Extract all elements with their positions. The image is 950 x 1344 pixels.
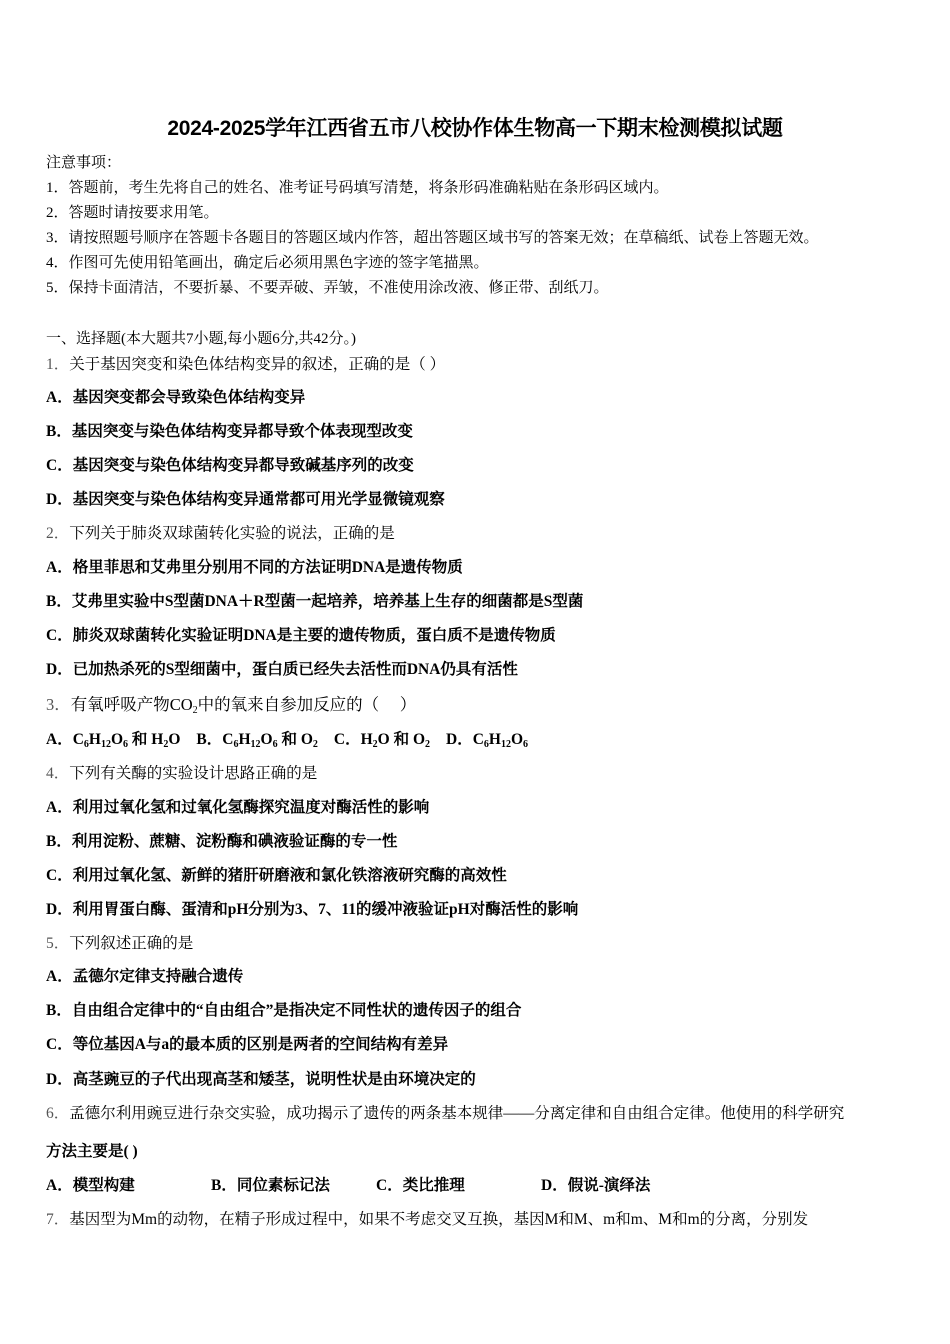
stem-text: 下列关于肺炎双球菌转化实验的说法，正确的是 bbox=[69, 525, 395, 542]
subscript: 12 bbox=[250, 739, 261, 750]
subscript: 2 bbox=[425, 739, 431, 750]
subscript: 12 bbox=[100, 739, 111, 750]
question-number: 5． bbox=[46, 935, 70, 952]
stem-text: 下列有关酶的实验设计思路正确的是 bbox=[69, 765, 318, 782]
question-number: 3． bbox=[46, 695, 71, 714]
text-run: C．H bbox=[333, 731, 373, 748]
answer-options-row bbox=[46, 1173, 650, 1195]
text-run: 和 O bbox=[277, 731, 313, 748]
question-stem-continued: 方法主要是( ) bbox=[46, 1143, 138, 1160]
stem-text: 下列叙述正确的是 bbox=[69, 935, 194, 952]
answer-option bbox=[334, 731, 430, 748]
answer-option bbox=[446, 731, 528, 748]
answer-options-row bbox=[46, 727, 544, 749]
page-title: 2024-2025学年江西省五市八校协作体生物高一下期末检测模拟试题 bbox=[167, 117, 783, 140]
subscript: 2 bbox=[312, 739, 318, 750]
question-stem bbox=[46, 521, 395, 543]
answer-option: C．肺炎双球菌转化实验证明DNA是主要的遗传物质，蛋白质不是遗传物质 bbox=[46, 627, 556, 644]
answer-option: D．已加热杀死的S型细菌中，蛋白质已经失去活性而DNA仍具有活性 bbox=[46, 661, 518, 678]
question-stem bbox=[46, 931, 193, 953]
answer-option: D．利用胃蛋白酶、蛋清和pH分别为3、7、11的缓冲液验证pH对酶活性的影响 bbox=[46, 901, 579, 918]
answer-option: A．模型构建 bbox=[46, 1177, 135, 1194]
answer-option: D．高茎豌豆的子代出现高茎和矮茎，说明性状是由环境决定的 bbox=[46, 1071, 476, 1088]
text-run: A．C bbox=[46, 731, 84, 748]
text-run: B．C bbox=[196, 731, 234, 748]
question-stem bbox=[46, 1207, 808, 1229]
note-item: 1．答题前，考生先将自己的姓名、准考证号码填写清楚，将条形码准确粘贴在条形码区域内。 bbox=[46, 180, 669, 196]
answer-option: C．类比推理 bbox=[376, 1177, 465, 1194]
question-number: 1． bbox=[46, 356, 70, 373]
text-run: 有氧呼吸产物CO bbox=[70, 695, 193, 714]
answer-option: C．利用过氧化氢、新鲜的猪肝研磨液和氯化铁溶液研究酶的高效性 bbox=[46, 867, 507, 884]
answer-option: B．基因突变与染色体结构变异都导致个体表现型改变 bbox=[46, 423, 413, 440]
answer-option: A．格里菲思和艾弗里分别用不同的方法证明DNA是遗传物质 bbox=[46, 559, 463, 576]
note-item: 2．答题时请按要求用笔。 bbox=[46, 205, 219, 221]
answer-option: C．基因突变与染色体结构变异都导致碱基序列的改变 bbox=[46, 457, 414, 474]
subscript: 6 bbox=[83, 739, 89, 750]
subscript: 6 bbox=[123, 739, 129, 750]
answer-option: B．利用淀粉、蔗糖、淀粉酶和碘液验证酶的专一性 bbox=[46, 833, 398, 850]
question-stem bbox=[46, 761, 317, 783]
subscript: 6 bbox=[272, 739, 278, 750]
notes-heading: 注意事项： bbox=[46, 155, 122, 171]
subscript: 6 bbox=[233, 739, 239, 750]
note-item: 3．请按照题号顺序在答题卡各题目的答题区域内作答，超出答题区域书写的答案无效；在草稿纸、试卷上答题无效。 bbox=[46, 230, 819, 246]
text-run: H bbox=[88, 731, 101, 748]
stem-text: 基因型为Mm的动物，在精子形成过程中，如果不考虑交叉互换，基因M和M、m和m、M和m的分离，分别发 bbox=[69, 1211, 809, 1228]
text-run: O bbox=[260, 731, 273, 748]
note-item: 5．保持卡面清洁，不要折暴、不要弄破、弄皱，不准使用涂改液、修正带、刮纸刀。 bbox=[46, 280, 609, 296]
answer-option: C．等位基因A与a的最本质的区别是两者的空间结构有差异 bbox=[46, 1036, 449, 1053]
subscript: 6 bbox=[523, 739, 529, 750]
text-run: O bbox=[168, 731, 181, 748]
answer-option: A．孟德尔定律支持融合遗传 bbox=[46, 968, 244, 985]
answer-option: B．同位素标记法 bbox=[211, 1177, 330, 1194]
question-stem bbox=[46, 352, 445, 374]
subscript: 2 bbox=[192, 705, 198, 716]
text-run: O bbox=[110, 731, 124, 748]
answer-option: A．基因突变都会导致染色体结构变异 bbox=[46, 389, 306, 406]
question-number: 4． bbox=[46, 765, 70, 782]
question-stem bbox=[46, 1101, 844, 1123]
subscript: 2 bbox=[163, 739, 169, 750]
answer-option: B．艾弗里实验中S型菌DNA＋R型菌一起培养，培养基上生存的细菌都是S型菌 bbox=[46, 593, 584, 610]
answer-option: B．自由组合定律中的“自由组合”是指决定不同性状的遗传因子的组合 bbox=[46, 1002, 522, 1019]
text-run: D．C bbox=[446, 731, 484, 748]
question-stem bbox=[46, 691, 416, 715]
text-run: H bbox=[488, 731, 501, 748]
answer-option: A．利用过氧化氢和过氧化氢酶探究温度对酶活性的影响 bbox=[46, 799, 430, 816]
text-run: H bbox=[238, 731, 251, 748]
stem-text: 关于基因突变和染色体结构变异的叙述，正确的是（ ） bbox=[69, 356, 446, 373]
subscript: 2 bbox=[372, 739, 378, 750]
text-run: O bbox=[510, 731, 524, 748]
answer-option bbox=[46, 731, 180, 748]
answer-option: D．基因突变与染色体结构变异通常都可用光学显微镜观察 bbox=[46, 491, 445, 508]
text-run: 中的氧来自参加反应的（ ） bbox=[197, 695, 417, 714]
section-heading: 一、选择题(本大题共7小题,每小题6分,共42分。) bbox=[46, 331, 356, 347]
answer-option: D．假说-演绎法 bbox=[541, 1177, 651, 1194]
subscript: 6 bbox=[483, 739, 489, 750]
question-number: 7． bbox=[46, 1211, 70, 1228]
text-run: 和 H bbox=[128, 731, 164, 748]
text-run: O 和 O bbox=[377, 731, 426, 748]
question-number: 2． bbox=[46, 525, 70, 542]
stem-text: 孟德尔利用豌豆进行杂交实验，成功揭示了遗传的两条基本规律——分离定律和自由组合定律。他使用的科学研究 bbox=[69, 1105, 845, 1122]
subscript: 12 bbox=[500, 739, 511, 750]
note-item: 4．作图可先使用铅笔画出，确定后必须用黑色字迹的签字笔描黑。 bbox=[46, 255, 489, 271]
answer-option bbox=[196, 731, 317, 748]
question-number: 6． bbox=[46, 1105, 70, 1122]
